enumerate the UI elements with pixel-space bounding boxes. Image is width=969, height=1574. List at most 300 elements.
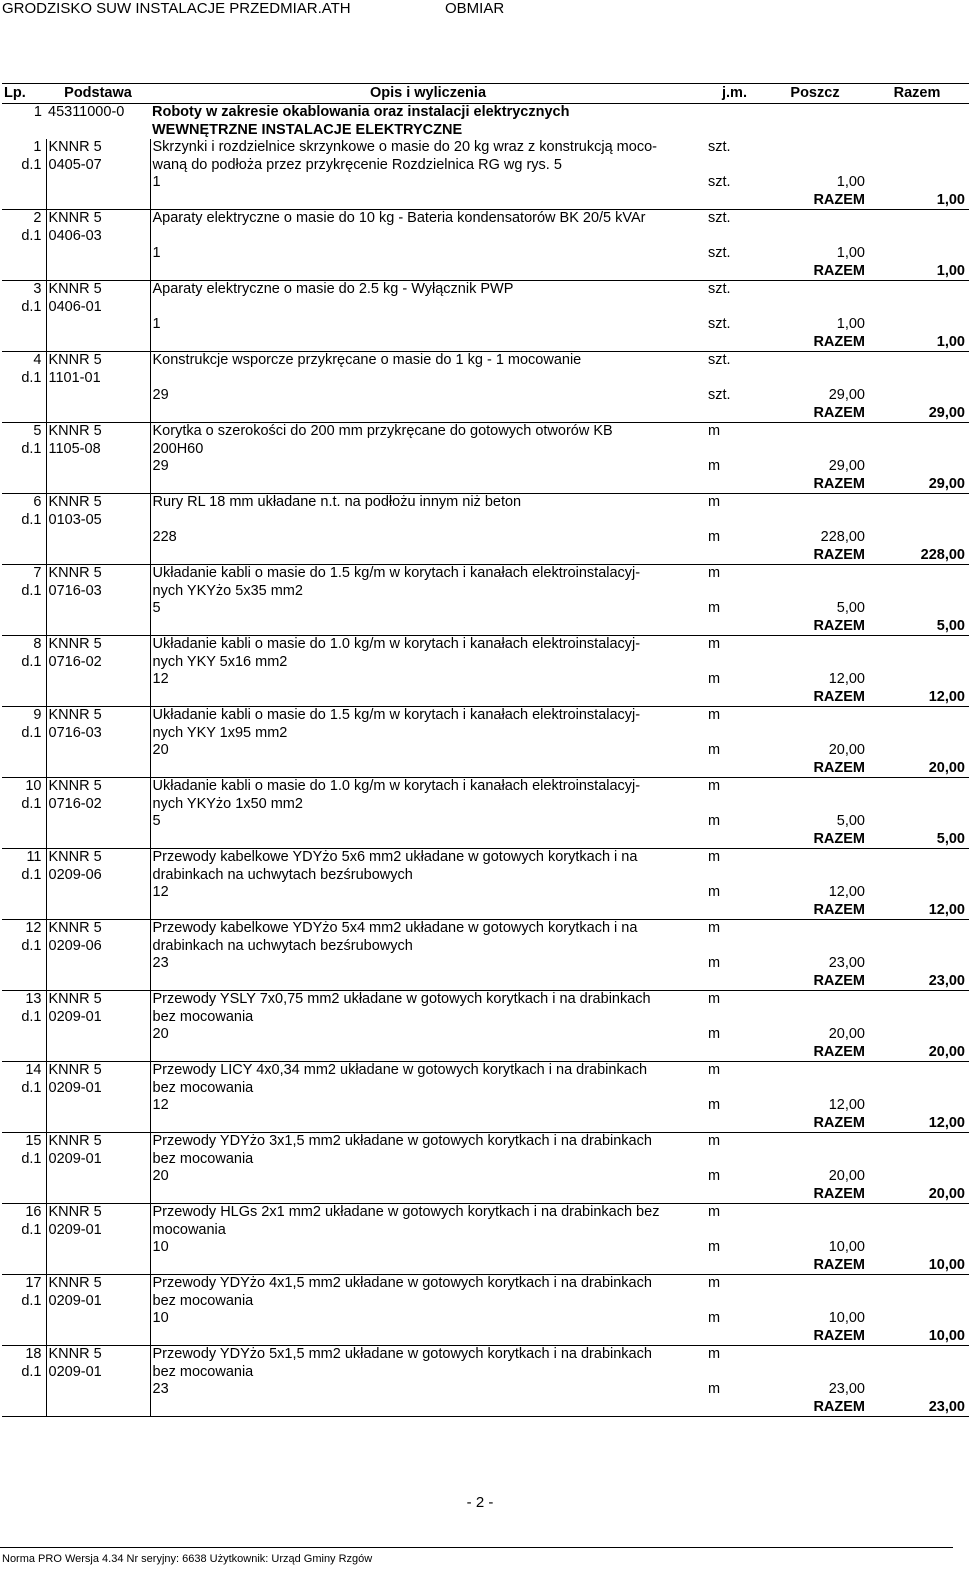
item-description: Przewody YDYżo 3x1,5 mm2 układane w gotowych korytkach i na drabinkach [150,1133,706,1151]
footer-text: Norma PRO Wersja 4.34 Nr seryjny: 6638 Użytkownik: Urząd Gminy Rzgów [2,1553,373,1565]
table-row [2,1328,969,1346]
item-calc-unit: m [708,1381,721,1397]
item-poszcz: 1,00 [836,245,865,261]
item-razem-label: RAZEM [763,1328,867,1346]
item-razem-value: 20,00 [867,760,969,778]
item-razem-value: 20,00 [867,1186,969,1204]
table-row [2,192,969,210]
col-header-opis: Opis i wyliczenia [150,84,706,104]
item-calculation: 20 [150,1168,706,1186]
item-calculation: 228 [150,529,706,547]
item-razem-label: RAZEM [763,618,867,636]
item-razem-label: RAZEM [763,334,867,352]
item-lp: 15 [25,1133,42,1149]
item-razem-label: RAZEM [763,1044,867,1062]
item-unit: m [708,1346,721,1362]
table-row [2,778,969,796]
table-row [2,512,969,530]
item-basis-1: KNNR 5 [46,1346,150,1364]
item-basis-1: KNNR 5 [46,849,150,867]
item-basis-2: 0405-07 [46,157,150,175]
item-description: Przewody LICY 4x0,34 mm2 układane w gotowych korytkach i na drabinkach [150,1062,706,1080]
item-lp-suffix: d.1 [21,440,42,457]
item-razem-value: 12,00 [867,1115,969,1133]
item-basis-1: KNNR 5 [46,636,150,654]
table-row [2,1044,969,1062]
table-row [2,796,969,814]
item-basis-1: KNNR 5 [46,565,150,583]
table-row [2,955,969,973]
item-calc-unit: m [708,1239,721,1255]
item-description: Korytka o szerokości do 200 mm przykręcane do gotowych otworów KB [150,423,706,441]
table-row [2,1239,969,1257]
table-row [2,1115,969,1133]
item-lp: 11 [26,849,42,865]
item-razem-label: RAZEM [763,405,867,423]
table-row [2,299,969,317]
item-razem-label: RAZEM [763,973,867,991]
item-poszcz: 23,00 [828,1381,865,1397]
item-description-cont [150,228,706,246]
item-calc-unit: m [708,955,721,971]
item-razem-value: 1,00 [867,263,969,281]
item-lp-suffix: d.1 [21,156,42,173]
table-row [2,583,969,601]
item-poszcz: 12,00 [828,1097,865,1113]
item-basis-1: KNNR 5 [46,1204,150,1222]
table-row [2,831,969,849]
item-description: Układanie kabli o masie do 1.5 kg/m w korytach i kanałach elektroinstalacyj- [150,565,706,583]
item-basis-2: 0716-03 [46,725,150,743]
item-lp-suffix: d.1 [21,1363,42,1380]
table-row [2,458,969,476]
item-unit: m [708,849,721,865]
table-row [2,1204,969,1222]
table-row [2,565,969,583]
item-basis-1: KNNR 5 [46,494,150,512]
item-lp-suffix: d.1 [21,298,42,315]
item-basis-2: 0209-01 [46,1222,150,1240]
table-row [2,1399,969,1417]
item-basis-2: 0406-03 [46,228,150,246]
item-description-cont: waną do podłoża przez przykręcenie Rozdzielnica RG wg rys. 5 [150,157,706,175]
item-description-cont: bez mocowania [150,1364,706,1382]
item-description: Układanie kabli o masie do 1.0 kg/m w korytach i kanałach elektroinstalacyj- [150,778,706,796]
table-row [2,1151,969,1169]
table-row [2,263,969,281]
item-poszcz: 23,00 [828,955,865,971]
table-row [2,476,969,494]
item-basis-1: KNNR 5 [46,139,150,157]
item-unit: m [708,494,721,510]
item-unit: szt. [708,352,731,368]
item-razem-value: 10,00 [867,1257,969,1275]
item-razem-value: 20,00 [867,1044,969,1062]
item-unit: m [708,636,721,652]
item-lp: 4 [33,352,42,368]
item-basis-2: 0716-02 [46,796,150,814]
document-type: OBMIAR [445,0,505,17]
table-row [2,760,969,778]
item-poszcz: 10,00 [828,1310,865,1326]
item-unit: m [708,1062,721,1078]
item-lp-suffix: d.1 [21,795,42,812]
item-calculation: 1 [150,316,706,334]
item-razem-value: 228,00 [867,547,969,565]
table-row [2,1364,969,1382]
item-description-cont: drabinkach na uchwytach bezśrubowych [150,938,706,956]
item-calculation: 20 [150,742,706,760]
item-unit: szt. [708,210,731,226]
item-basis-1: KNNR 5 [46,1062,150,1080]
item-description: Aparaty elektryczne o masie do 2.5 kg - Wyłącznik PWP [150,281,706,299]
item-basis-2: 1101-01 [46,370,150,388]
item-basis-2: 0209-06 [46,867,150,885]
item-calculation: 1 [150,174,706,192]
item-razem-value: 23,00 [867,1399,969,1417]
table-row [2,316,969,334]
item-razem-label: RAZEM [763,1399,867,1417]
item-description-cont [150,370,706,388]
item-razem-value: 12,00 [867,689,969,707]
table-row [2,1133,969,1151]
table-row [2,1275,969,1293]
item-razem-label: RAZEM [763,263,867,281]
table-row [2,1097,969,1115]
table-row [2,1186,969,1204]
item-lp-suffix: d.1 [21,1008,42,1025]
item-calc-unit: m [708,1168,721,1184]
item-poszcz: 10,00 [828,1239,865,1255]
table-row [2,1222,969,1240]
item-description-cont: 200H60 [150,441,706,459]
item-lp-suffix: d.1 [21,937,42,954]
col-header-poszcz: Poszcz [763,84,867,104]
table-row [2,405,969,423]
item-description: Aparaty elektryczne o masie do 10 kg - Bateria kondensatorów BK 20/5 kVAr [150,210,706,228]
item-basis-2: 0103-05 [46,512,150,530]
item-basis-2: 0716-03 [46,583,150,601]
table-row [2,991,969,1009]
table-row [2,441,969,459]
item-calculation: 23 [150,1381,706,1399]
item-razem-value: 5,00 [867,831,969,849]
table-row [2,973,969,991]
item-razem-label: RAZEM [763,1186,867,1204]
item-description-cont: mocowania [150,1222,706,1240]
table-row [2,1293,969,1311]
item-poszcz: 20,00 [828,742,865,758]
table-row [2,387,969,405]
item-calculation: 20 [150,1026,706,1044]
item-lp: 9 [33,707,42,723]
item-razem-label: RAZEM [763,476,867,494]
table-row [2,671,969,689]
item-description-cont [150,299,706,317]
item-description-cont: drabinkach na uchwytach bezśrubowych [150,867,706,885]
col-header-lp: Lp. [2,84,46,104]
item-calculation: 5 [150,600,706,618]
item-description: Układanie kabli o masie do 1.0 kg/m w korytach i kanałach elektroinstalacyj- [150,636,706,654]
item-unit: m [708,991,721,1007]
item-lp-suffix: d.1 [21,1292,42,1309]
table-row [2,902,969,920]
table-row [2,139,969,157]
item-lp: 10 [25,778,42,794]
item-description: Przewody HLGs 2x1 mm2 układane w gotowych korytkach i na drabinkach bez [150,1204,706,1222]
item-description: Rury RL 18 mm układane n.t. na podłożu innym niż beton [150,494,706,512]
table-row [2,423,969,441]
item-lp: 7 [33,565,42,581]
item-razem-label: RAZEM [763,1257,867,1275]
item-basis-2: 0209-01 [46,1080,150,1098]
item-razem-label: RAZEM [763,689,867,707]
item-calculation: 1 [150,245,706,263]
table-row [2,1062,969,1080]
item-calculation: 12 [150,884,706,902]
item-poszcz: 20,00 [828,1168,865,1184]
table-row [2,600,969,618]
table-row [2,636,969,654]
item-lp: 18 [25,1346,42,1362]
item-lp-suffix: d.1 [21,1150,42,1167]
item-poszcz: 5,00 [836,813,865,829]
item-razem-label: RAZEM [763,760,867,778]
section-code: 45311000-0 [48,104,125,120]
table-row [2,494,969,512]
item-calc-unit: m [708,813,721,829]
item-basis-1: KNNR 5 [46,352,150,370]
item-unit: m [708,423,721,439]
item-description-cont: bez mocowania [150,1009,706,1027]
table-row [2,884,969,902]
item-basis-2: 0716-02 [46,654,150,672]
item-lp: 3 [33,281,42,297]
item-basis-2: 0209-01 [46,1009,150,1027]
table-row [2,1009,969,1027]
item-razem-value: 23,00 [867,973,969,991]
item-unit: m [708,1275,721,1291]
item-basis-2: 0209-01 [46,1364,150,1382]
item-razem-value: 1,00 [867,334,969,352]
table-row [2,352,969,370]
item-razem-value: 12,00 [867,902,969,920]
item-basis-1: KNNR 5 [46,1275,150,1293]
item-lp-suffix: d.1 [21,866,42,883]
table-row [2,245,969,263]
cost-estimate-table [2,83,969,1417]
table-row [2,370,969,388]
col-header-podstawa: Podstawa [46,84,150,104]
item-lp-suffix: d.1 [21,1079,42,1096]
item-lp: 6 [33,494,42,510]
item-calculation: 12 [150,1097,706,1115]
table-row [2,654,969,672]
item-unit: m [708,920,721,936]
item-calculation: 29 [150,458,706,476]
item-lp-suffix: d.1 [21,653,42,670]
item-poszcz: 29,00 [828,387,865,403]
table-row [2,334,969,352]
item-calculation: 5 [150,813,706,831]
item-lp-suffix: d.1 [21,227,42,244]
col-header-razem: Razem [867,84,969,104]
table-row [2,1080,969,1098]
item-razem-value: 10,00 [867,1328,969,1346]
item-description: Konstrukcje wsporcze przykręcane o masie do 1 kg - 1 mocowanie [150,352,706,370]
item-basis-2: 0209-01 [46,1151,150,1169]
item-poszcz: 1,00 [836,174,865,190]
item-description-cont: nych YKYżo 1x50 mm2 [150,796,706,814]
item-calc-unit: m [708,671,721,687]
item-lp: 16 [25,1204,42,1220]
table-row [2,920,969,938]
item-basis-1: KNNR 5 [46,281,150,299]
item-description: Przewody YDYżo 5x1,5 mm2 układane w gotowych korytkach i na drabinkach [150,1346,706,1364]
table-row [2,1026,969,1044]
table-row [2,938,969,956]
item-unit: m [708,707,721,723]
item-description-cont [150,512,706,530]
item-lp: 1 [33,139,42,155]
item-description-cont: nych YKY 5x16 mm2 [150,654,706,672]
item-razem-label: RAZEM [763,1115,867,1133]
item-poszcz: 5,00 [836,600,865,616]
item-description-cont: bez mocowania [150,1293,706,1311]
item-basis-2: 0209-01 [46,1293,150,1311]
table-row [2,742,969,760]
item-unit: m [708,1204,721,1220]
table-row [2,547,969,565]
table-row [2,1257,969,1275]
item-calc-unit: m [708,1310,721,1326]
section-lp: 1 [33,104,42,120]
item-description: Układanie kabli o masie do 1.5 kg/m w korytach i kanałach elektroinstalacyj- [150,707,706,725]
table-row [2,1168,969,1186]
item-description: Przewody YDYżo 4x1,5 mm2 układane w gotowych korytkach i na drabinkach [150,1275,706,1293]
item-basis-2: 0209-06 [46,938,150,956]
item-calc-unit: szt. [708,174,731,190]
table-row [2,529,969,547]
item-poszcz: 29,00 [828,458,865,474]
item-razem-label: RAZEM [763,192,867,210]
table-row [2,707,969,725]
table-row [2,1310,969,1328]
item-razem-label: RAZEM [763,831,867,849]
item-calc-unit: szt. [708,387,731,403]
item-unit: m [708,1133,721,1149]
item-razem-value: 29,00 [867,476,969,494]
item-lp: 2 [33,210,42,226]
item-unit: m [708,778,721,794]
item-lp: 5 [33,423,42,439]
section-title: Roboty w zakresie okablowania oraz instalacji elektrycznych [152,104,570,120]
table-row [2,689,969,707]
item-calc-unit: m [708,529,721,545]
item-poszcz: 228,00 [820,529,865,545]
table-row [2,849,969,867]
section-row [2,104,969,122]
item-description: Przewody kabelkowe YDYżo 5x6 mm2 układane w gotowych korytkach i na [150,849,706,867]
item-lp: 14 [25,1062,42,1078]
item-razem-value: 1,00 [867,192,969,210]
footer-rule [0,1547,953,1548]
item-description: Przewody kabelkowe YDYżo 5x4 mm2 układane w gotowych korytkach i na [150,920,706,938]
item-basis-1: KNNR 5 [46,1133,150,1151]
item-calculation: 29 [150,387,706,405]
item-lp: 13 [25,991,42,1007]
item-description-cont: nych YKYżo 5x35 mm2 [150,583,706,601]
document-title: GRODZISKO SUW INSTALACJE PRZEDMIAR.ATH [2,0,351,17]
item-lp: 12 [25,920,42,936]
item-lp-suffix: d.1 [21,582,42,599]
item-calc-unit: szt. [708,316,731,332]
item-calculation: 23 [150,955,706,973]
item-basis-1: KNNR 5 [46,991,150,1009]
item-calculation: 10 [150,1310,706,1328]
item-description-cont: bez mocowania [150,1151,706,1169]
item-unit: szt. [708,139,731,155]
item-calc-unit: szt. [708,245,731,261]
item-lp: 17 [25,1275,42,1291]
table-row [2,1346,969,1364]
item-razem-label: RAZEM [763,902,867,920]
table-header-row [2,84,969,104]
item-poszcz: 12,00 [828,884,865,900]
item-poszcz: 20,00 [828,1026,865,1042]
item-unit: m [708,565,721,581]
table-row [2,618,969,636]
item-calc-unit: m [708,1026,721,1042]
item-calculation: 10 [150,1239,706,1257]
item-basis-1: KNNR 5 [46,707,150,725]
page-number: - 2 - [466,1494,494,1511]
item-lp-suffix: d.1 [21,511,42,528]
item-calc-unit: m [708,742,721,758]
item-description: Skrzynki i rozdzielnice skrzynkowe o masie do 20 kg wraz z konstrukcją moco- [150,139,706,157]
table-row [2,228,969,246]
table-row [2,281,969,299]
item-razem-value: 5,00 [867,618,969,636]
item-description: Przewody YSLY 7x0,75 mm2 układane w gotowych korytkach i na drabinkach [150,991,706,1009]
item-calc-unit: m [708,600,721,616]
item-basis-2: 0406-01 [46,299,150,317]
item-calc-unit: m [708,458,721,474]
item-poszcz: 1,00 [836,316,865,332]
item-description-cont: bez mocowania [150,1080,706,1098]
item-calc-unit: m [708,1097,721,1113]
table-row [2,725,969,743]
item-basis-1: KNNR 5 [46,210,150,228]
item-basis-1: KNNR 5 [46,778,150,796]
item-unit: szt. [708,281,731,297]
item-lp-suffix: d.1 [21,724,42,741]
table-row [2,1381,969,1399]
table-row [2,867,969,885]
section-subtitle: WEWNĘTRZNE INSTALACJE ELEKTRYCZNE [152,121,463,138]
item-calculation: 12 [150,671,706,689]
item-poszcz: 12,00 [828,671,865,687]
table-row [2,210,969,228]
item-lp: 8 [33,636,42,652]
table-row [2,813,969,831]
section-row [2,122,969,140]
item-basis-1: KNNR 5 [46,423,150,441]
item-razem-value: 29,00 [867,405,969,423]
item-razem-label: RAZEM [763,547,867,565]
item-description-cont: nych YKY 1x95 mm2 [150,725,706,743]
item-lp-suffix: d.1 [21,369,42,386]
